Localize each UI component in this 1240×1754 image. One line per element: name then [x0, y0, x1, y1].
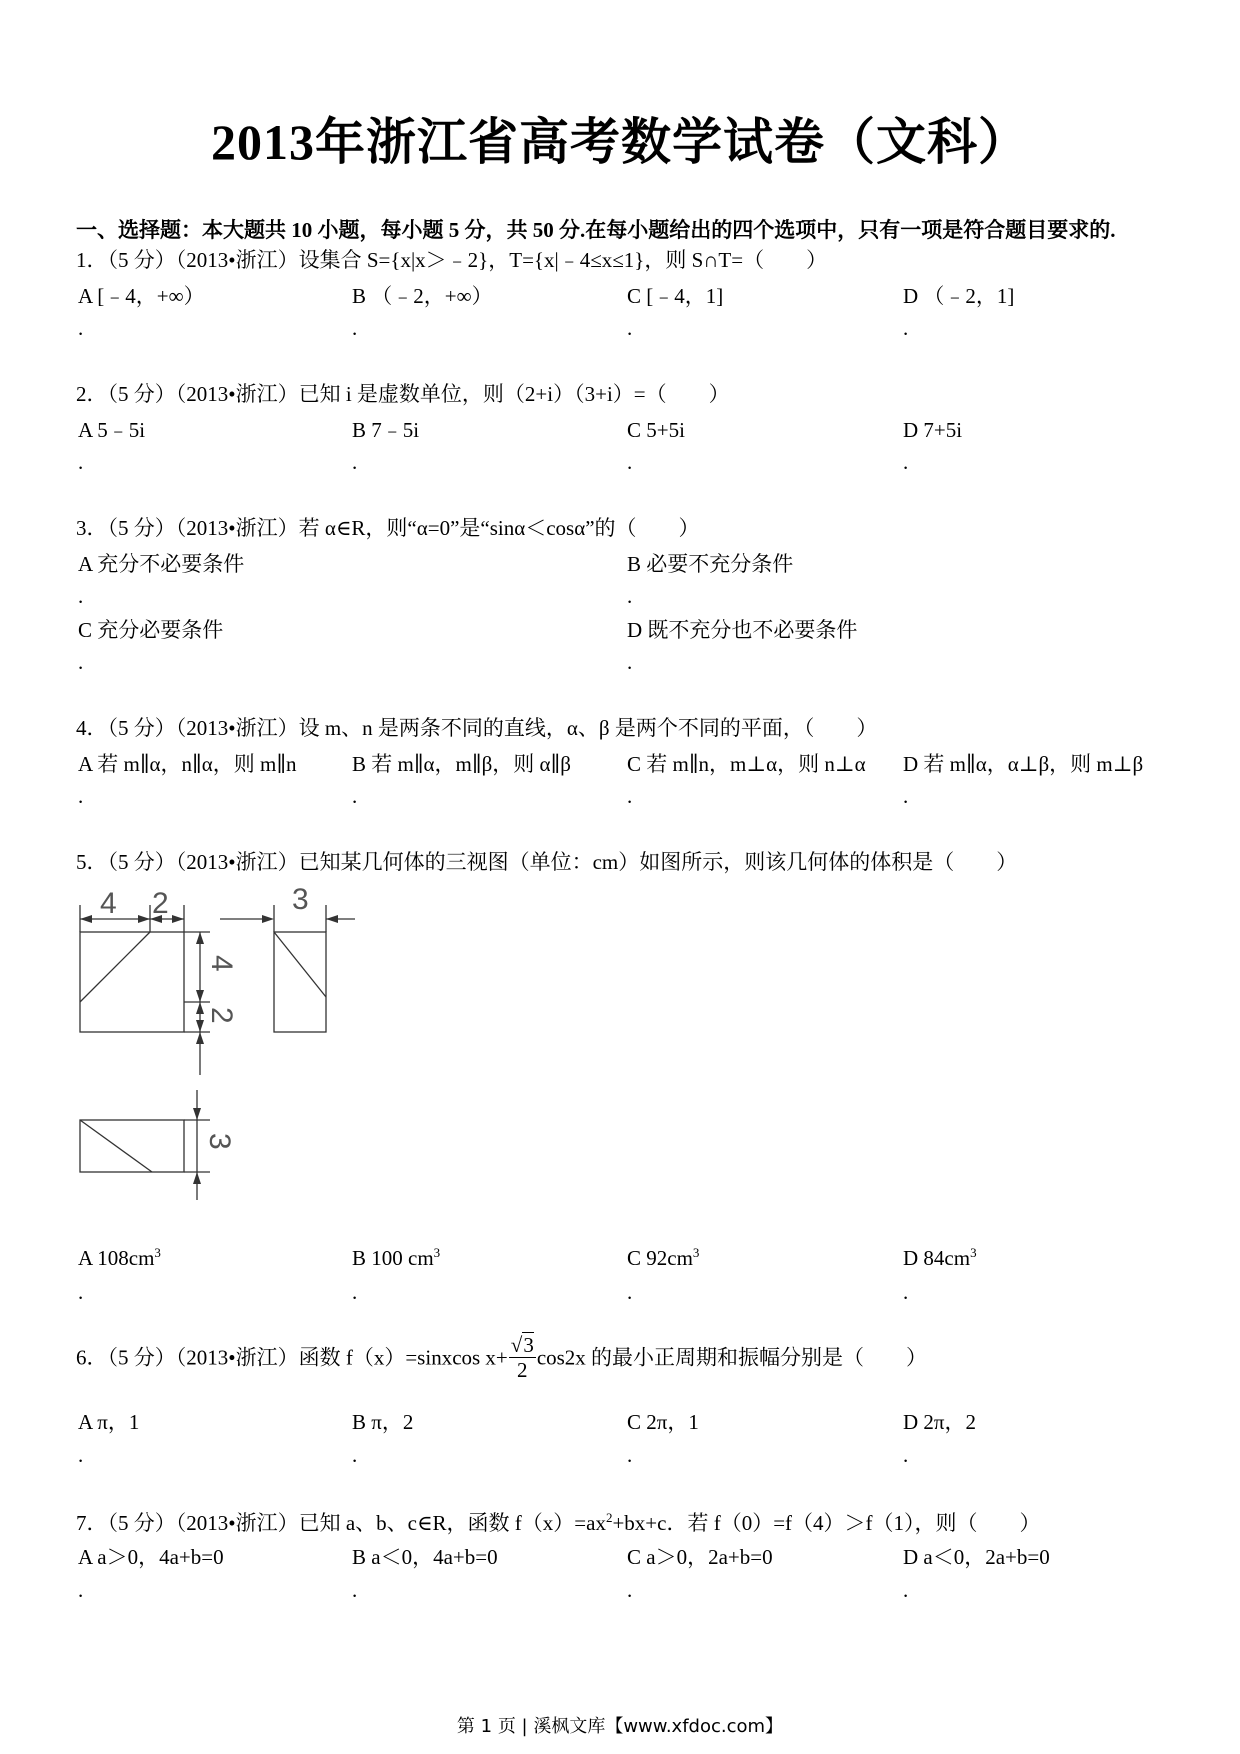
dim-label-3: 3 — [292, 883, 309, 916]
q5-option-b: B 100 $cm^3$ — [352, 1245, 441, 1270]
option-dot: . — [903, 784, 909, 808]
question-1-stem: 1．（5 分）（2013•浙江）设集合 S={x|x＞﹣2}，T={x|﹣4≤x≤1}，则 S∩T=（ ） — [76, 248, 828, 272]
page-title: 2013年浙江省高考数学试卷（文科） — [211, 114, 1029, 170]
option-dot: . — [627, 784, 633, 808]
option-dot: . — [352, 784, 358, 808]
q7-option-b: B a＜0，4a+b=0 — [352, 1545, 498, 1569]
option-dot: . — [627, 1280, 633, 1304]
three-view-figure — [70, 875, 370, 1215]
q5-option-a: A $108cm^3$ — [78, 1245, 161, 1270]
option-dot: . — [352, 450, 358, 474]
option-dot: . — [903, 316, 909, 340]
question-5-stem: 5．（5 分）（2013•浙江）已知某几何体的三视图（单位：cm）如图所示，则该几何体的体积是（ ） — [76, 850, 1018, 874]
page-footer: 第 1 页 | 溪枫文库【www.xfdoc.com】 — [456, 1716, 784, 1737]
q6-option-c: C 2π，1 — [627, 1410, 699, 1434]
question-4-stem: 4．（5 分）（2013•浙江）设 m、n 是两条不同的直线，α、β 是两个不同的平面，（ ） — [76, 716, 878, 740]
side-view-diagonal — [274, 932, 326, 997]
front-view-diagonal — [80, 932, 150, 1002]
q7-option-d: D a＜0，2a+b=0 — [903, 1545, 1050, 1569]
option-dot: . — [78, 650, 84, 674]
dim-label-3-vertical: 3 — [203, 1133, 236, 1150]
top-view-diagonal — [80, 1120, 152, 1172]
question-3-stem: 3．（5 分）（2013•浙江）若 α∈R，则“α=0”是“sinα＜cosα”的（ ） — [76, 516, 700, 540]
q5-option-c: C $92cm^3$ — [627, 1245, 700, 1270]
option-dot: . — [352, 316, 358, 340]
dim-label-2-vertical: 2 — [205, 1007, 238, 1024]
question-6-stem: 6．（5 分）（2013•浙江）函数 f（x）=sinxcos x+ $\frac{√3}{2}$ cos2x 的最小正周期和振幅分别是（ ） — [76, 1333, 928, 1383]
q4-option-b: B 若 m∥α，m∥β，则 α∥β — [352, 752, 571, 776]
option-dot: . — [78, 784, 84, 808]
q2-option-b: B 7﹣5i — [352, 418, 420, 442]
option-dot: . — [627, 584, 633, 608]
q6-option-a: A π，1 — [78, 1410, 140, 1434]
option-dot: . — [903, 1280, 909, 1304]
q7-option-c: C a＞0，2a+b=0 — [627, 1545, 773, 1569]
q4-option-a: A 若 m∥α，n∥α，则 m∥n — [78, 752, 297, 776]
q4-option-c: C 若 m∥n，m⊥α，则 n⊥α — [627, 752, 866, 776]
option-dot: . — [352, 1280, 358, 1304]
q3-option-d: D 既不充分也不必要条件 — [627, 618, 858, 642]
top-view-rect — [80, 1120, 184, 1172]
option-dot: . — [352, 1443, 358, 1467]
option-dot: . — [78, 584, 84, 608]
q1-option-c: C [﹣4，1] — [627, 284, 724, 308]
q3-option-c: C 充分必要条件 — [78, 618, 224, 642]
question-7-stem: 7．（5 分）（2013•浙江）已知 a、b、c∈R，函数 $f(x)=ax^2+bx+c$．若 f（0）=f（4）＞f（1），则（ ） — [76, 1510, 1041, 1535]
option-dot: . — [903, 450, 909, 474]
q6-option-d: D 2π，2 — [903, 1410, 977, 1434]
option-dot: . — [78, 1443, 84, 1467]
option-dot: . — [627, 450, 633, 474]
question-2-stem: 2．（5 分）（2013•浙江）已知 i 是虚数单位，则（2+i）（3+i）=（ ） — [76, 382, 730, 406]
q4-option-d: D 若 m∥α，α⊥β，则 m⊥β — [903, 752, 1144, 776]
option-dot: . — [78, 316, 84, 340]
q7-option-a: A a＞0，4a+b=0 — [78, 1545, 224, 1569]
front-view-rect — [80, 932, 184, 1032]
option-dot: . — [627, 1443, 633, 1467]
q1-option-d: D （﹣2，1] — [903, 284, 1015, 308]
option-dot: . — [78, 1280, 84, 1304]
q3-option-b: B 必要不充分条件 — [627, 552, 794, 576]
option-dot: . — [903, 1578, 909, 1602]
q6-option-b: B π，2 — [352, 1410, 414, 1434]
option-dot: . — [78, 450, 84, 474]
fraction-sqrt3-over-2: $\frac{√3}{2}$ — [510, 1333, 534, 1383]
option-dot: . — [627, 1578, 633, 1602]
q2-option-c: C 5+5i — [627, 418, 685, 442]
q2-option-a: A 5﹣5i — [78, 418, 146, 442]
option-dot: . — [627, 316, 633, 340]
q1-option-a: A [﹣4，+∞） — [78, 284, 205, 308]
option-dot: . — [627, 650, 633, 674]
dim-label-4-vertical: 4 — [205, 955, 238, 972]
dim-label-2: 2 — [152, 887, 169, 920]
q5-option-d: D $84cm^3$ — [903, 1245, 977, 1270]
q3-option-a: A 充分不必要条件 — [78, 552, 245, 576]
q2-option-d: D 7+5i — [903, 418, 963, 442]
section-heading: 一、选择题：本大题共 10 小题，每小题 5 分，共 50 分.在每小题给出的四个选项中，只有一项是符合题目要求的. — [76, 218, 1116, 242]
q1-option-b: B （﹣2，+∞） — [352, 284, 493, 308]
option-dot: . — [78, 1578, 84, 1602]
option-dot: . — [352, 1578, 358, 1602]
option-dot: . — [903, 1443, 909, 1467]
dim-label-4: 4 — [100, 887, 117, 920]
side-view-rect — [274, 932, 326, 1032]
